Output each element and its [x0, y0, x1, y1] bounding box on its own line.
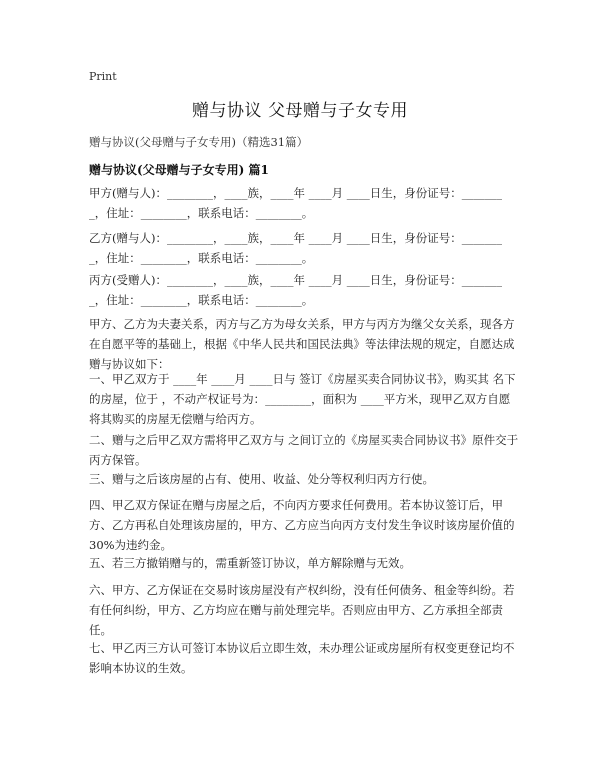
clause-3-paragraph: 三、赠与之后该房屋的占有、使用、收益、处分等权利归丙方行使。 [89, 472, 434, 486]
intro-paragraph: 甲方、乙方为夫妻关系，丙方与乙方为母女关系，甲方与丙方为继父女关系，现各方在自愿平等的基础上，根据《中华人民共和国民法典》等法律法规的规定，自愿达成赠与协议如下： [89, 317, 515, 371]
party-b-paragraph: 乙方(赠与人)：________，____族，____年 ____月 ____日生，身份证号：________，住址：________，联系电话：________。 [89, 231, 503, 265]
document-subtitle: 赠与协议(父母赠与子女专用)（精选31篇） [89, 135, 309, 149]
clause-2-paragraph: 二、赠与之后甲乙双方需将甲乙双方与 之间订立的《房屋买卖合同协议书》原件交于丙方保管。 [89, 433, 519, 467]
party-c-paragraph: 丙方(受赠人)：________，____族，____年 ____月 ____日生，身份证号：________，住址：________，联系电话：________。 [89, 273, 503, 307]
clause-6-paragraph: 六、甲方、乙方保证在交易时该房屋没有产权纠纷，没有任何债务、租金等纠纷。若有任何纠纷，甲方、乙方均应在赠与前处理完毕。否则应由甲方、乙方承担全部责任。 [89, 583, 515, 637]
clause-4-paragraph: 四、甲乙双方保证在赠与房屋之后，不向丙方要求任何费用。若本协议签订后，甲方、乙方再私自处理该房屋的，甲方、乙方应当向丙方支付发生争议时该房屋价值的30%为违约金。 [89, 498, 515, 552]
clause-7-paragraph: 七、甲乙丙三方认可签订本协议后立即生效，未办理公证或房屋所有权变更登记均不影响本协议的生效。 [89, 641, 515, 675]
section-heading: 赠与协议(父母赠与子女专用) 篇1 [89, 163, 269, 177]
clause-1-paragraph: 一、甲乙双方于 ____年 ____月 ____日与 签订《房屋买卖合同协议书》，购买其 名下的房屋，位于 ，不动产权证号为：________，面积为 ____平方米，现甲乙双方自愿将其购买的房屋无偿赠与给丙方。 [89, 372, 516, 426]
document-title: 赠与协议 父母赠与子女专用 [192, 101, 408, 121]
clause-5-paragraph: 五、若三方撤销赠与的，需重新签订协议，单方解除赠与无效。 [89, 556, 411, 570]
party-a-paragraph: 甲方(赠与人)：________，____族，____年 ____月 ____日生，身份证号：________，住址：________，联系电话：________。 [89, 186, 503, 220]
print-link[interactable]: Print [89, 70, 117, 83]
